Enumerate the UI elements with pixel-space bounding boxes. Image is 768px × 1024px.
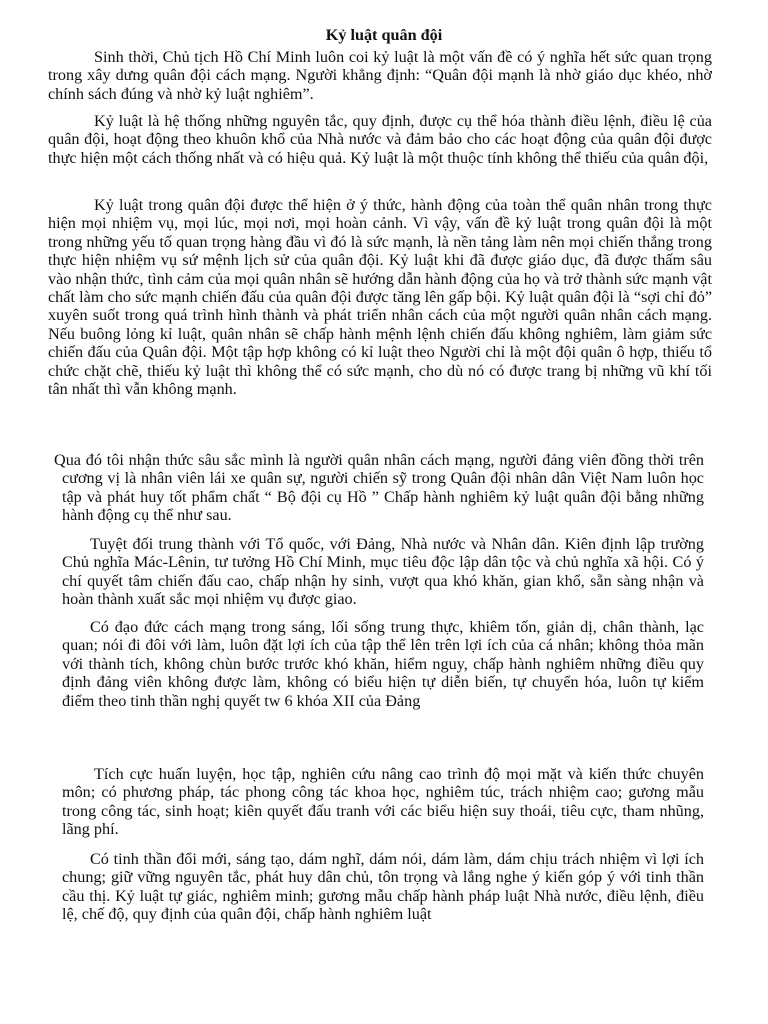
document-title: Kỷ luật quân đội bbox=[325, 26, 443, 44]
paragraph-3: Kỷ luật trong quân đội được thể hiện ở ý thức, hành động của toàn thể quân nhân trong thực hiện mọi nhiệm vụ, mọi lúc, mọi nơi, mọi hoàn cảnh. Vì vậy, vấn đề kỷ luật trong quân đội là một trong những yếu tố quan trọng hàng đầu vì đó là sức mạnh, là nền tảng làm nên mọi chiến thắng trong thực hiện nhiệm vụ sứ mệnh lịch sử của quân đội. Kỷ luật khi đã được giáo dục, đã được thấm sâu vào nhận thức, tình cảm của mọi quân nhân sẽ hướng dẫn hành động của họ và trở thành sức mạnh vật chất làm cho sức mạnh chiến đấu của quân đội được tăng lên gấp bội. Kỷ luật quân đội là “sợi chỉ đỏ” xuyên suốt trong quá trình hình thành và phát triển nhân cách của một người quân nhân cách mạng. Nếu buông lỏng kỉ luật, quân nhân sẽ chấp hành mệnh lệnh chiến đấu không nghiêm, làm giảm sức chiến đấu của Quân đội. Một tập hợp không có kỉ luật theo Người chỉ là một đội quân ô hợp, thiếu tổ chức chặt chẽ, thiếu kỷ luật thì không thể có sức mạnh, cho dù nó có được trang bị những vũ khí tối tân nhất thì vẫn không mạnh. bbox=[48, 196, 712, 399]
paragraph-7: Tích cực huấn luyện, học tập, nghiên cứu nâng cao trình độ mọi mặt và kiến thức chuyên môn; có phương pháp, tác phong công tác khoa học, nghiêm túc, trách nhiệm cao; gương mẫu trong công tác, sinh hoạt; kiên quyết đấu tranh với các biểu hiện suy thoái, tiêu cực, tham nhũng, lãng phí. bbox=[62, 765, 704, 839]
paragraph-6: Có đạo đức cách mạng trong sáng, lối sống trung thực, khiêm tốn, giản dị, chân thành, lạc quan; nói đi đôi với làm, luôn đặt lợi ích của tập thể lên trên lợi ích của cá nhân; không thỏa mãn với thành tích, không chùn bước trước khó khăn, hiểm nguy, chấp hành nghiêm những điều quy định đảng viên không được làm, không có biểu hiện tự diễn biến, tự chuyển hóa, luôn tự kiểm điểm theo tinh thần nghị quyết tw 6 khóa XII của Đảng bbox=[62, 618, 704, 710]
paragraph-1: Sinh thời, Chủ tịch Hồ Chí Minh luôn coi kỷ luật là một vấn đề có ý nghĩa hết sức quan trọng trong xây dưng quân đội cách mạng. Người khẳng định: “Quân đội mạnh là nhờ giáo dục khéo, nhờ chính sách đúng và nhờ kỷ luật nghiêm”. bbox=[48, 48, 712, 103]
paragraph-8: Có tinh thần đổi mới, sáng tạo, dám nghĩ, dám nói, dám làm, dám chịu trách nhiệm vì lợi ích chung; giữ vững nguyên tắc, phát huy dân chủ, tôn trọng và lắng nghe ý kiến góp ý với tinh thần cầu thị. Kỷ luật tự giác, nghiêm minh; gương mẫu chấp hành pháp luật Nhà nước, điều lệnh, điều lệ, chế độ, quy định của quân đội, chấp hành nghiêm luật bbox=[62, 850, 704, 924]
paragraph-2: Kỷ luật là hệ thống những nguyên tắc, quy định, được cụ thể hóa thành điều lệnh, điều lệ của quân đội, hoạt động theo khuôn khổ của Nhà nước và đảm bảo cho các hoạt động của quân đội được thực hiện một cách thống nhất và có hiệu quả. Kỷ luật là một thuộc tính không thể thiếu của quân đội, bbox=[48, 112, 712, 167]
paragraph-4: Qua đó tôi nhận thức sâu sắc mình là người quân nhân cách mạng, người đảng viên đồng thời trên cương vị là nhân viên lái xe quân sự, người chiến sỹ trong Quân đội nhân dân Việt Nam luôn học tập và phát huy tốt phẩm chất “ Bộ đội cụ Hồ ” Chấp hành nghiêm kỷ luật quân đội bằng những hành động cụ thể như sau. bbox=[54, 451, 704, 525]
paragraph-5: Tuyệt đối trung thành với Tổ quốc, với Đảng, Nhà nước và Nhân dân. Kiên định lập trường Chủ nghĩa Mác-Lênin, tư tưởng Hồ Chí Minh, mục tiêu độc lập dân tộc và chủ nghĩa xã hội. Có ý chí quyết tâm chiến đấu cao, chấp nhận hy sinh, vượt qua khó khăn, gian khổ, sẵn sàng nhận và hoàn thành xuất sắc mọi nhiệm vụ được giao. bbox=[62, 535, 704, 609]
